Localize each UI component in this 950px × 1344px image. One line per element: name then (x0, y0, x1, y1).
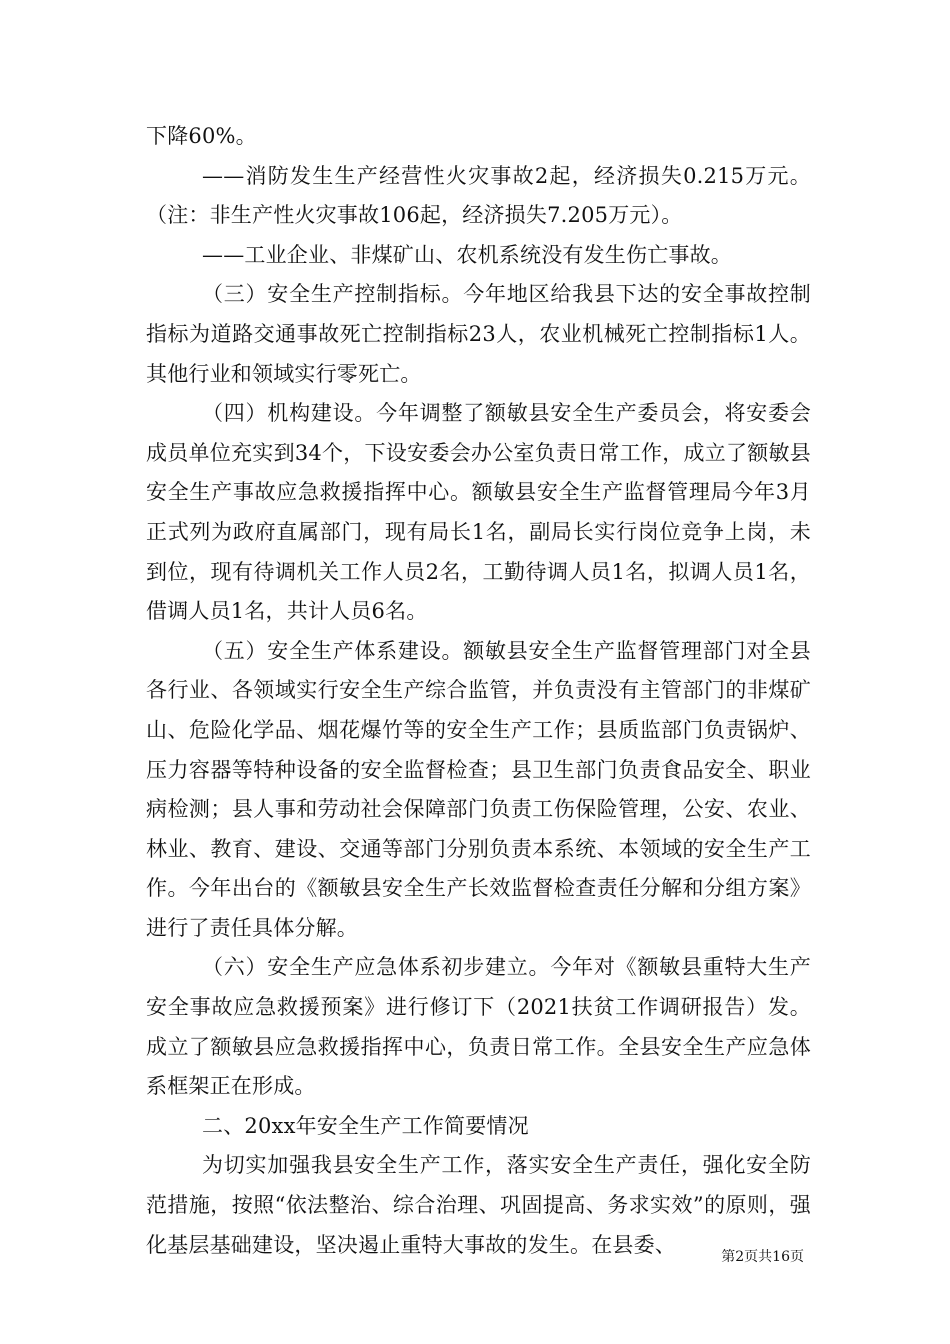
paragraph-3: ——工业企业、非煤矿山、农机系统没有发生伤亡事故。 (202, 242, 732, 267)
paragraph-1: 下降60%。 (146, 124, 257, 148)
paragraph-4: （三）安全生产控制指标。今年地区给我县下达的安全事故控制指标为道路交通事故死亡控制指标23人，农业机械死亡控制指标1人。其他行业和领域实行零死亡。 (146, 282, 811, 386)
paragraph-5: （四）机构建设。今年调整了额敏县安全生产委员会，将安委会成员单位充实到34个，下设安委会办公室负责日常工作，成立了额敏县安全生产事故应急救援指挥中心。额敏县安全生产监督管理局今年3月正式列为政府直属部门，现有局长1名，副局长实行岗位竞争上岗，未到位，现有待调机关工作人员2名，工勤待调人员1名，拟调人员1名，借调人员1名，共计人员6名。 (146, 401, 811, 624)
document-body (146, 117, 811, 1265)
paragraph-7: （六）安全生产应急体系初步建立。今年对《额敏县重特大生产安全事故应急救援预案》进行修订下（2021扶贫工作调研报告）发。成立了额敏县应急救援指挥中心，负责日常工作。全县安全生产应急体系框架正在形成。 (146, 955, 811, 1099)
paragraph-2: ——消防发生生产经营性火灾事故2起，经济损失0.215万元。（注：非生产性火灾事故106起，经济损失7.205万元）。 (146, 163, 811, 228)
paragraph-9: 为切实加强我县安全生产工作，落实安全生产责任，强化安全防范措施，按照“依法整治、综合治理、巩固提高、务求实效”的原则，强化基层基础建设，坚决遏止重特大事故的发生。在县委、 (146, 1153, 811, 1257)
page-number: 第2页共16页 (721, 1249, 804, 1265)
section-heading: 二、20xx年安全生产工作简要情况 (202, 1113, 529, 1138)
paragraph-6: （五）安全生产体系建设。额敏县安全生产监督管理部门对全县各行业、各领域实行安全生产综合监管，并负责没有主管部门的非煤矿山、危险化学品、烟花爆竹等的安全生产工作；县质监部门负责锅炉、压力容器等特种设备的安全监督检查；县卫生部门负责食品安全、职业病检测；县人事和劳动社会保障部门负责工伤保险管理，公安、农业、林业、教育、建设、交通等部门分别负责本系统、本领域的安全生产工作。今年出台的《额敏县安全生产长效监督检查责任分解和分组方案》进行了责任具体分解。 (146, 638, 811, 940)
